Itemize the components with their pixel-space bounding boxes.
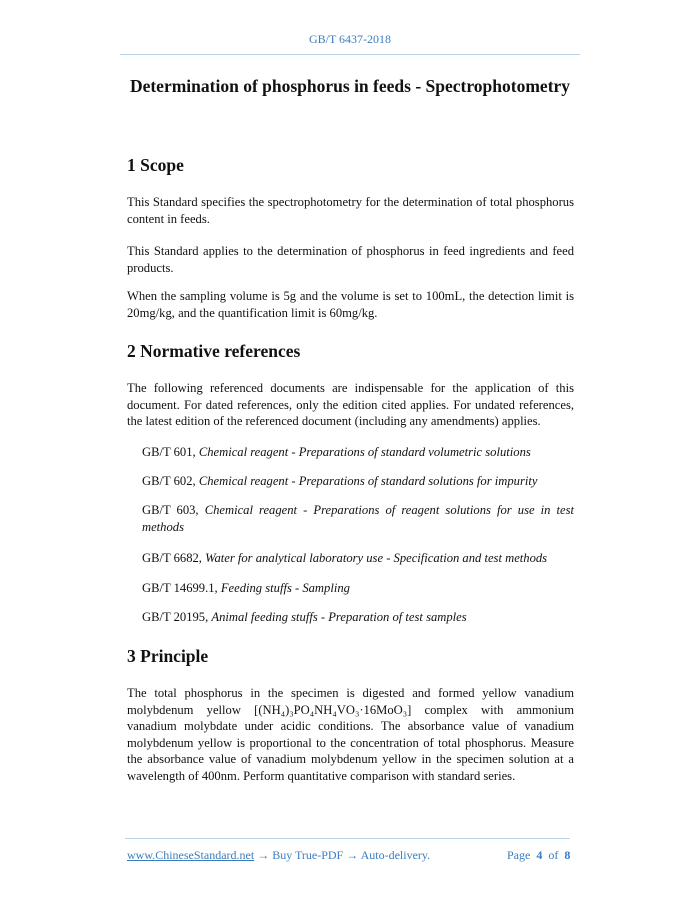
reference-item (142, 444, 574, 461)
reference-title: Animal feeding stuffs - Preparation of test samples (211, 610, 467, 624)
paragraph: This Standard specifies the spectrophotometry for the determination of total phosphorus content in feeds. (127, 195, 574, 226)
footer-delivery-text: Auto-delivery. (360, 848, 431, 862)
reference-code: GB/T 6682, (142, 551, 202, 565)
section-heading-scope: 1 Scope (127, 155, 184, 175)
total-pages: 8 (564, 848, 571, 862)
reference-code: GB/T 603, (142, 503, 199, 517)
current-page: 4 (536, 848, 543, 862)
section-heading-normative-references: 2 Normative references (127, 341, 301, 361)
paragraph: When the sampling volume is 5g and the volume is set to 100mL, the detection limit is 20mg/kg, and the quantification limit is 60mg/kg. (127, 289, 574, 320)
footer-rule (125, 838, 570, 839)
section-heading-principle: 3 Principle (127, 646, 209, 666)
reference-title: Chemical reagent - Preparations of standard solutions for impurity (198, 474, 538, 488)
paragraph: The total phosphorus in the specimen is digested and formed yellow vanadium molybdenum yellow [(NH₄)₃PO₄NH₄VO₃·16MoO₃] complex with ammonium vanadium molybdate under acidic conditions. The absorbance value of vanadium molybdenum yellow is proportional to the concentration of total phosphorus. Measure the absorbance value of vanadium molybdenum yellow in the specimen solution at a wavelength of 400nm. Perform quantitative comparison with standard series. (127, 686, 574, 783)
reference-code: GB/T 20195, (142, 610, 209, 624)
footer-website-link[interactable]: www.ChineseStandard.net (127, 848, 255, 862)
reference-item (142, 502, 574, 535)
reference-item (142, 550, 574, 567)
reference-code: GB/T 601, (142, 445, 196, 459)
of-label: of (548, 848, 559, 862)
arrow-right-icon: → (257, 848, 270, 862)
header-standard-id: GB/T 6437-2018 (308, 32, 392, 46)
reference-code: GB/T 602, (142, 474, 196, 488)
document-title: Determination of phosphorus in feeds - Spectrophotometry (129, 76, 571, 96)
reference-item (142, 609, 574, 626)
page-label: Page (507, 848, 531, 862)
reference-code: GB/T 14699.1, (142, 581, 218, 595)
paragraph: The following referenced documents are indispensable for the application of this document. For dated references, only the edition cited applies. For undated references, the latest edition of the referenced document (including any amendments) applies. (127, 381, 574, 428)
reference-title: Chemical reagent - Preparations of reagent solutions for use in test methods (142, 503, 575, 534)
reference-title: Chemical reagent - Preparations of standard volumetric solutions (198, 445, 531, 459)
footer-buy-text: Buy True-PDF (272, 848, 344, 862)
reference-item (142, 473, 574, 490)
footer-promo (127, 848, 430, 863)
reference-title: Water for analytical laboratory use - Specification and test methods (205, 551, 548, 565)
reference-title: Feeding stuffs - Sampling (220, 581, 350, 595)
paragraph: This Standard applies to the determination of phosphorus in feed ingredients and feed products. (127, 244, 574, 275)
header-rule (120, 54, 580, 55)
arrow-right-icon: → (346, 848, 359, 862)
page-number (507, 848, 570, 863)
reference-item (142, 580, 574, 597)
